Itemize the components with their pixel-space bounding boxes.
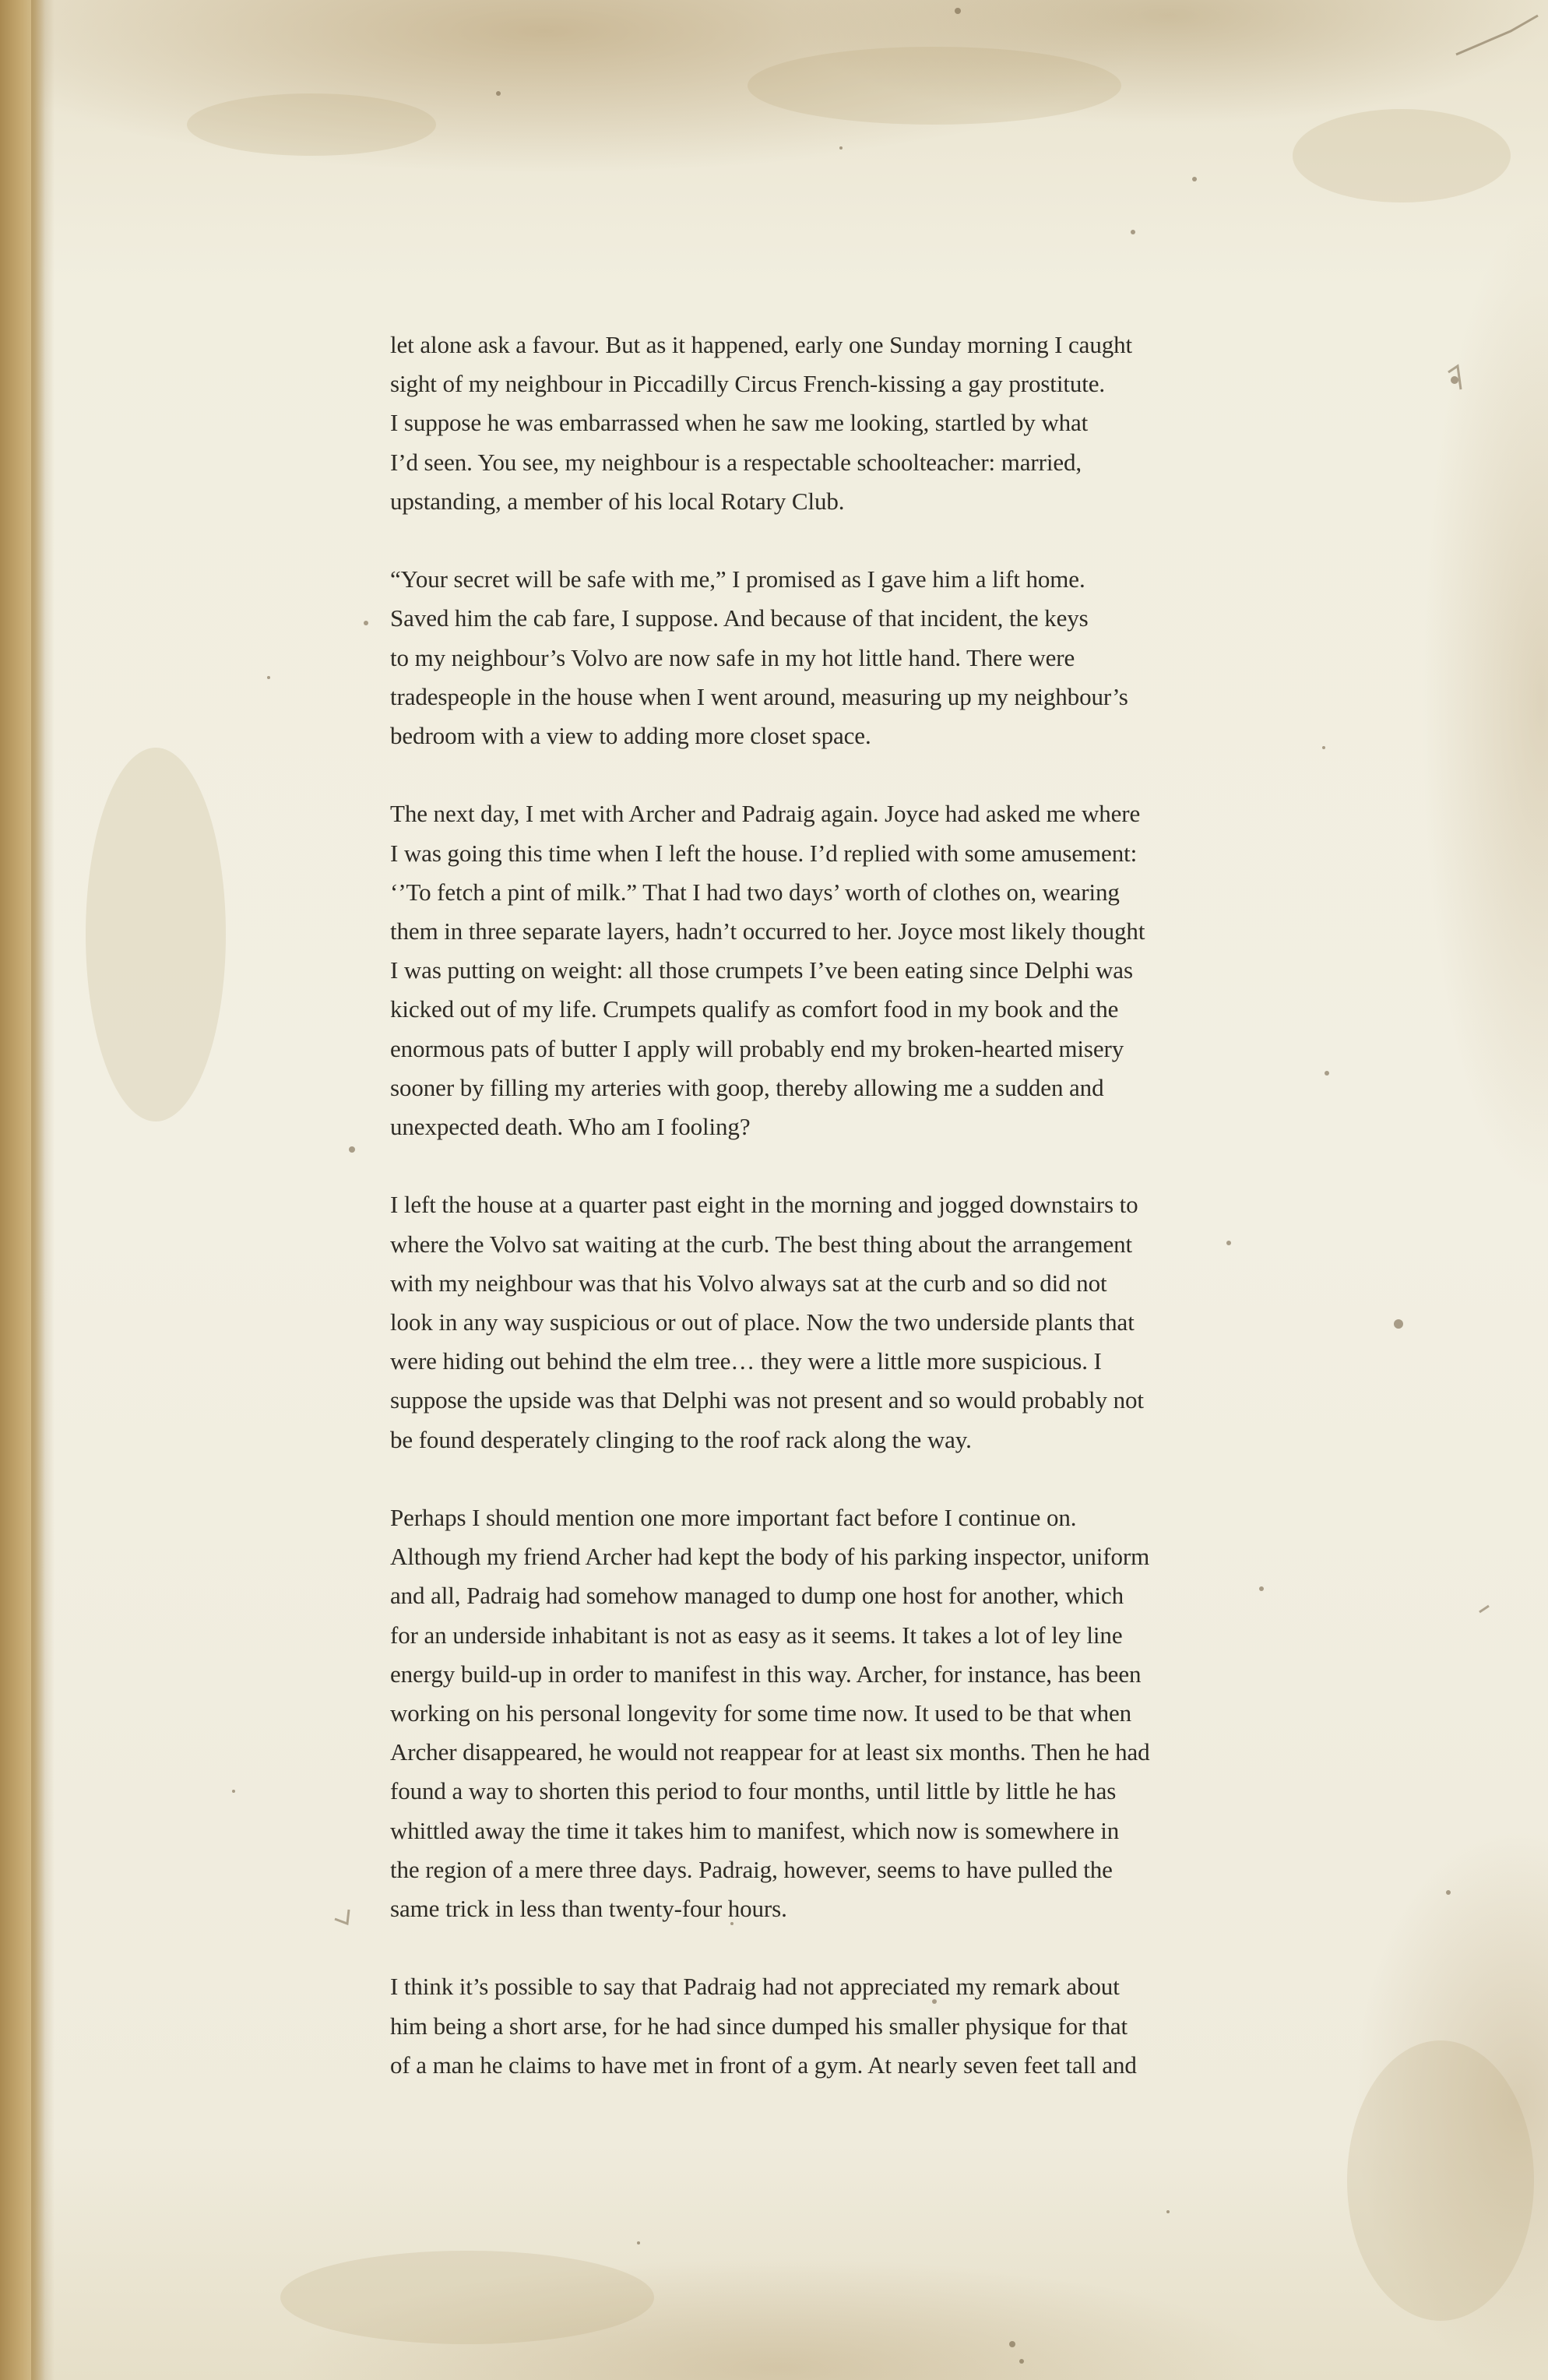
text-line: were hiding out behind the elm tree… they were a little more suspicious. I [390,1347,1102,1375]
text-line: of a man he claims to have met in front of a gym. At nearly seven feet tall and [390,2051,1137,2079]
text-line: ‘’To fetch a pint of milk.” That I had two days’ worth of clothes on, wearing [390,878,1120,906]
text-line: bedroom with a view to adding more closet space. [390,722,871,750]
text-line: Although my friend Archer had kept the body of his parking inspector, uniform [390,1543,1150,1571]
text-line: with my neighbour was that his Volvo always sat at the curb and so did not [390,1269,1107,1297]
text-line: sight of my neighbour in Piccadilly Circus French-kissing a gay prostitute. [390,370,1106,398]
text-line: I think it’s possible to say that Padraig had not appreciated my remark about [390,1973,1120,2001]
text-line: where the Volvo sat waiting at the curb. The best thing about the arrangement [390,1230,1133,1258]
text-line: working on his personal longevity for some time now. It used to be that when [390,1699,1132,1727]
text-line: them in three separate layers, hadn’t occurred to her. Joyce most likely thought [390,917,1145,945]
text-line: same trick in less than twenty-four hours. [390,1895,787,1923]
text-line: Perhaps I should mention one more important fact before I continue on. [390,1504,1077,1532]
text-line: the region of a mere three days. Padraig, however, seems to have pulled the [390,1855,1113,1883]
text-line: “Your secret will be safe with me,” I promised as I gave him a lift home. [390,565,1085,593]
text-line: I suppose he was embarrassed when he saw me looking, startled by what [390,409,1089,437]
paragraph-5 [390,1498,1247,1928]
text-line: for an underside inhabitant is not as easy as it seems. It takes a lot of ley line [390,1621,1123,1649]
text-line: him being a short arse, for he had since dumped his smaller physique for that [390,2012,1128,2040]
paragraph-1 [390,326,1247,521]
text-line: whittled away the time it takes him to manifest, which now is somewhere in [390,1816,1120,1844]
paragraph-6 [390,1967,1247,2085]
paragraph-3 [390,794,1247,1146]
text-line: sooner by filling my arteries with goop, thereby allowing me a sudden and [390,1073,1104,1101]
text-line: I was putting on weight: all those crumpets I’ve been eating since Delphi was [390,956,1133,984]
text-line: I’d seen. You see, my neighbour is a respectable schoolteacher: married, [390,448,1082,476]
text-line: unexpected death. Who am I fooling? [390,1113,751,1141]
text-line: and all, Padraig had somehow managed to dump one host for another, which [390,1582,1124,1610]
text-line: to my neighbour’s Volvo are now safe in my hot little hand. There were [390,643,1075,671]
text-line: tradespeople in the house when I went around, measuring up my neighbour’s [390,682,1128,710]
text-line: found a way to shorten this period to four months, until little by little he has [390,1777,1117,1805]
text-line: Archer disappeared, he would not reappear for at least six months. Then he had [390,1738,1150,1766]
text-line: enormous pats of butter I apply will probably end my broken-hearted misery [390,1034,1124,1062]
paragraph-4 [390,1185,1247,1459]
paragraph-2 [390,560,1247,755]
body-text [390,326,1247,2124]
text-line: upstanding, a member of his local Rotary Club. [390,487,845,515]
text-line: let alone ask a favour. But as it happened, early one Sunday morning I caught [390,331,1133,358]
text-line: be found desperately clinging to the roof rack along the way. [390,1425,972,1453]
text-line: kicked out of my life. Crumpets qualify as comfort food in my book and the [390,995,1119,1023]
text-line: Saved him the cab fare, I suppose. And because of that incident, the keys [390,604,1089,632]
text-line: look in any way suspicious or out of place. Now the two underside plants that [390,1308,1135,1336]
text-line: I was going this time when I left the house. I’d replied with some amusement: [390,839,1138,867]
text-line: suppose the upside was that Delphi was not present and so would probably not [390,1386,1144,1414]
text-line: I left the house at a quarter past eight in the morning and jogged downstairs to [390,1191,1138,1219]
text-line: energy build-up in order to manifest in this way. Archer, for instance, has been [390,1660,1142,1688]
text-line: The next day, I met with Archer and Padraig again. Joyce had asked me where [390,800,1141,828]
